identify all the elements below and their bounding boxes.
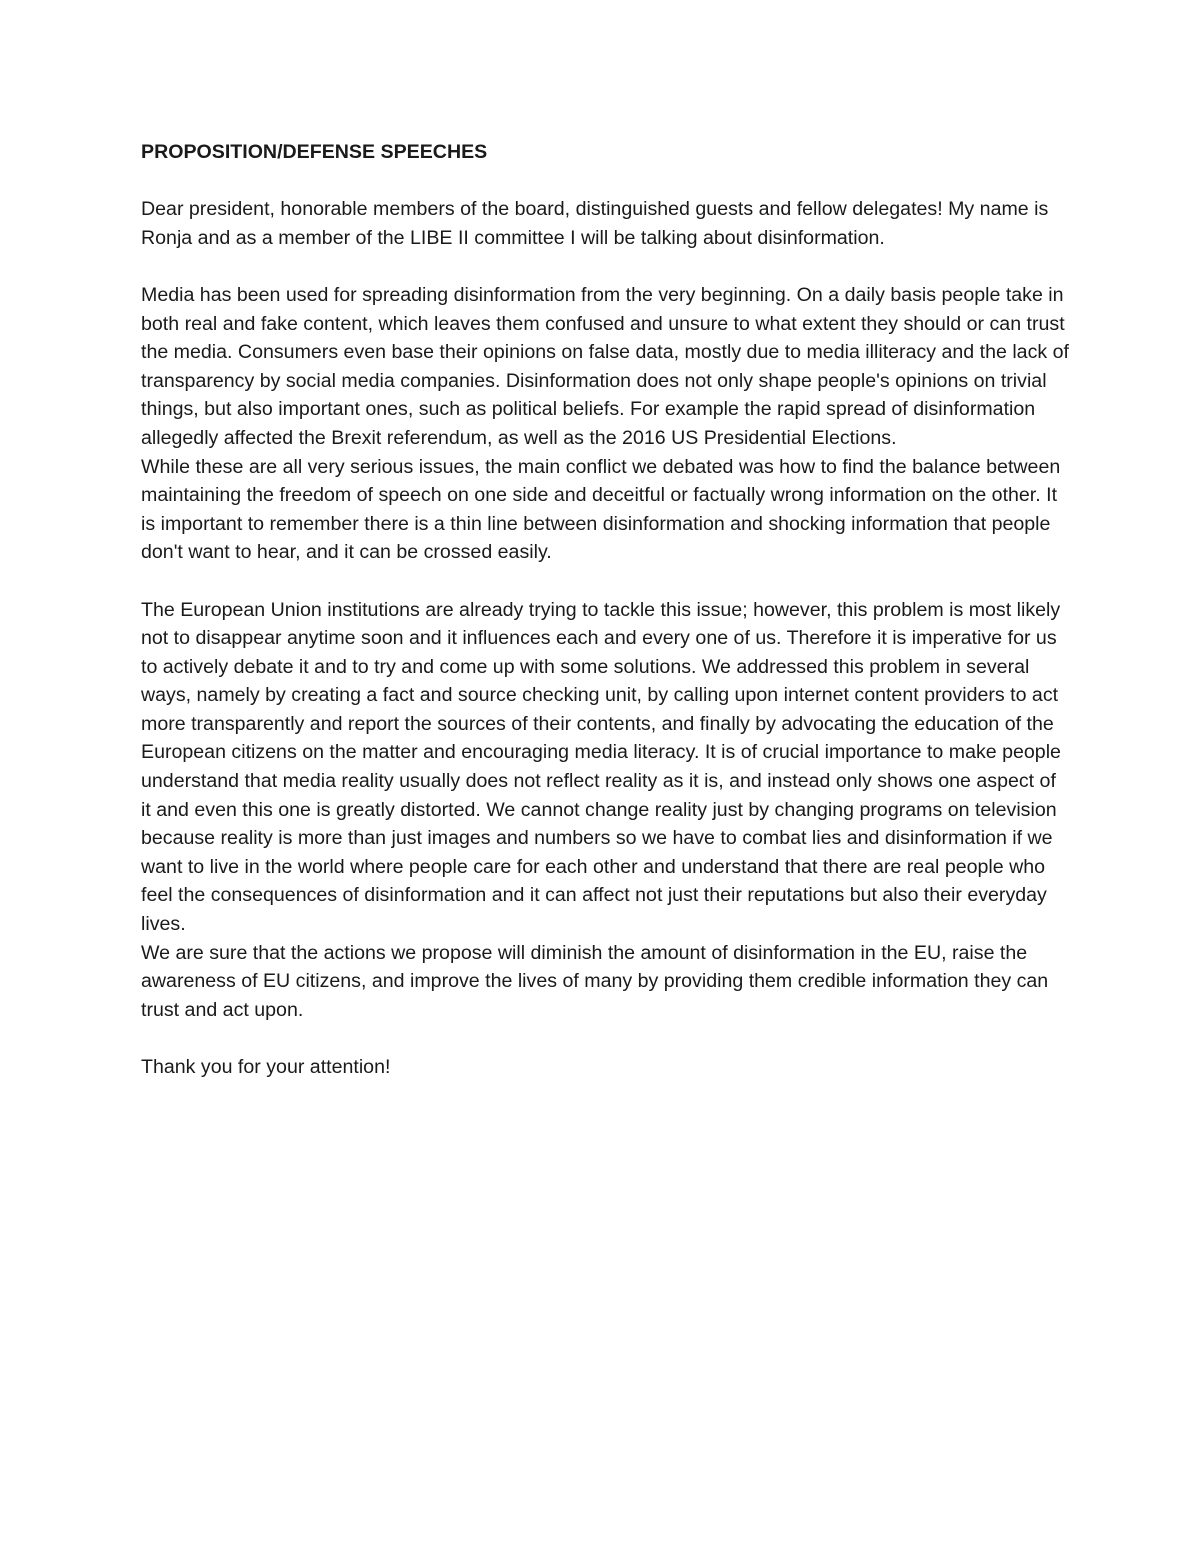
document-title: PROPOSITION/DEFENSE SPEECHES [141, 141, 488, 163]
paragraph-greeting: Dear president, honorable members of the board, distinguished guests and fellow delegates! My name is Ronja and as a member of the LIBE II committee I will be talking about disinformation. [141, 198, 1049, 249]
paragraph-conclusion: We are sure that the actions we propose will diminish the amount of disinformation in the EU, raise the awareness of EU citizens, and improve the lives of many by providing them credible information they can trust and act upon. [141, 941, 1049, 1021]
paragraph-thanks: Thank you for your attention! [141, 1056, 391, 1078]
paragraph-media-disinformation: Media has been used for spreading disinformation from the very beginning. On a daily basis people take in both real and fake content, which leaves them confused and unsure to what extent they should or can trust the media. Consumers even base their opinions on false data, mostly due to media illiteracy and the lack of transparency by social media companies. Disinformation does not only shape people's opinions on trivial things, but also important ones, such as political beliefs. For example the rapid spread of disinformation allegedly affected the Brexit referendum, as well as the 2016 US Presidential Elections. [141, 283, 1069, 449]
paragraph-eu-solutions: The European Union institutions are already trying to tackle this issue; however, this problem is most likely not to disappear anytime soon and it influences each and every one of us. Therefore it is imperative for us to actively debate it and to try and come up with some solutions. We addressed this problem in several ways, namely by creating a fact and source checking unit, by calling upon internet content providers to act more transparently and report the sources of their contents, and finally by advocating the education of the European citizens on the matter and encouraging media literacy. It is of crucial importance to make people understand that media reality usually does not reflect reality as it is, and instead only shows one aspect of it and even this one is greatly distorted. We cannot change reality just by changing programs on television because reality is more than just images and numbers so we have to combat lies and disinformation if we want to live in the world where people care for each other and understand that there are real people who feel the consequences of disinformation and it can affect not just their reputations but also their everyday lives. [141, 598, 1061, 936]
paragraph-freedom-of-speech: While these are all very serious issues, the main conflict we debated was how to find the balance between maintaining the freedom of speech on one side and deceitful or factually wrong information on the other. It is important to remember there is a thin line between disinformation and shocking information that people don't want to hear, and it can be crossed easily. [141, 455, 1061, 564]
document-body [141, 138, 1071, 1082]
